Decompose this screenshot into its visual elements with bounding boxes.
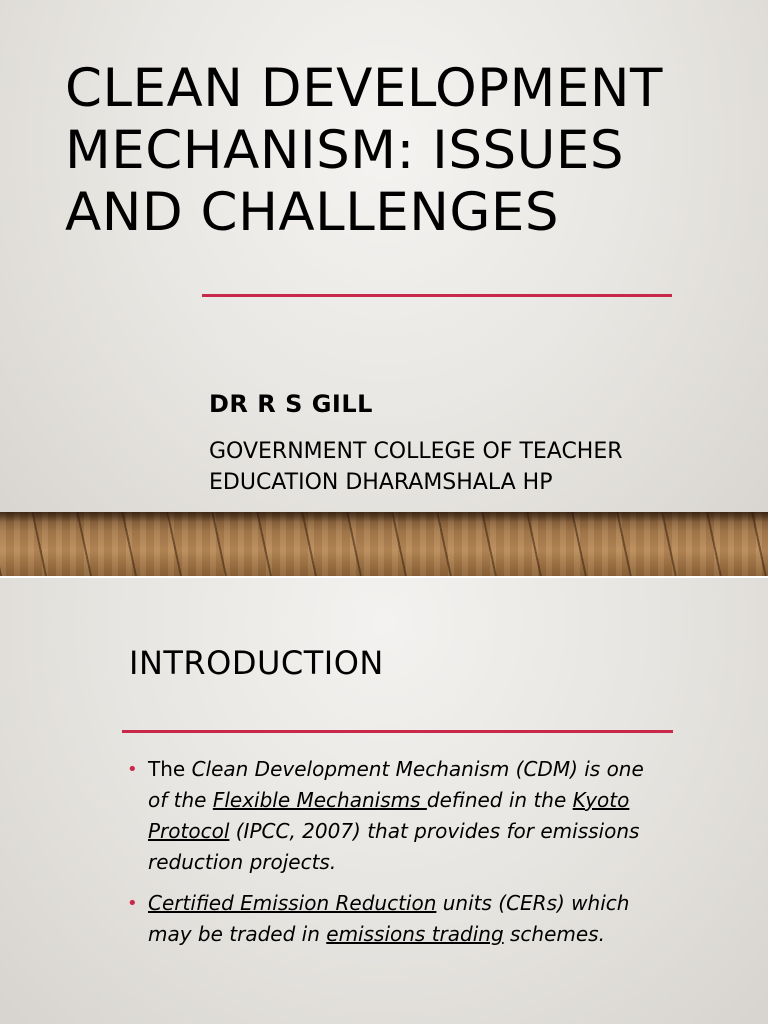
bullet-dot-icon: • xyxy=(127,759,138,780)
link-flexible-mechanisms[interactable]: Flexible Mechanisms xyxy=(212,788,427,812)
bullet-text-italic: defined in the xyxy=(426,788,573,812)
slide-title: CLEAN DEVELOPMENT MECHANISM: ISSUES AND CHALLENGES xyxy=(65,58,663,243)
slide-heading: INTRODUCTION xyxy=(129,644,384,682)
bullet-text-italic: schemes. xyxy=(503,922,605,946)
bullet-text-italic: (IPCC, 2007) that provides for emissions reduction projects. xyxy=(148,819,640,874)
title-underline-rule xyxy=(202,294,672,297)
bullet-dot-icon: • xyxy=(127,893,138,914)
link-kyoto-protocol[interactable]: Kyoto Protocol xyxy=(148,788,630,843)
link-emissions-trading[interactable]: emissions trading xyxy=(326,922,504,946)
bullet-text-italic: Clean Development Mechanism (CDM) is one of the xyxy=(148,757,644,812)
bullet-text: The xyxy=(148,757,192,781)
bullet-list xyxy=(127,754,647,960)
link-certified-emission-reduction[interactable]: Certified Emission Reduction xyxy=(148,891,437,915)
author-name: DR R S GILL xyxy=(209,390,373,418)
bullet-item xyxy=(127,888,647,950)
author-affiliation: GOVERNMENT COLLEGE OF TEACHER EDUCATION DHARAMSHALA HP xyxy=(209,439,623,495)
floor-shadow xyxy=(0,512,768,522)
bullet-item xyxy=(127,754,647,878)
introduction-slide xyxy=(0,578,768,1024)
heading-underline-rule xyxy=(122,730,673,733)
bullet-text-italic: units (CERs) which may be traded in xyxy=(148,891,630,946)
